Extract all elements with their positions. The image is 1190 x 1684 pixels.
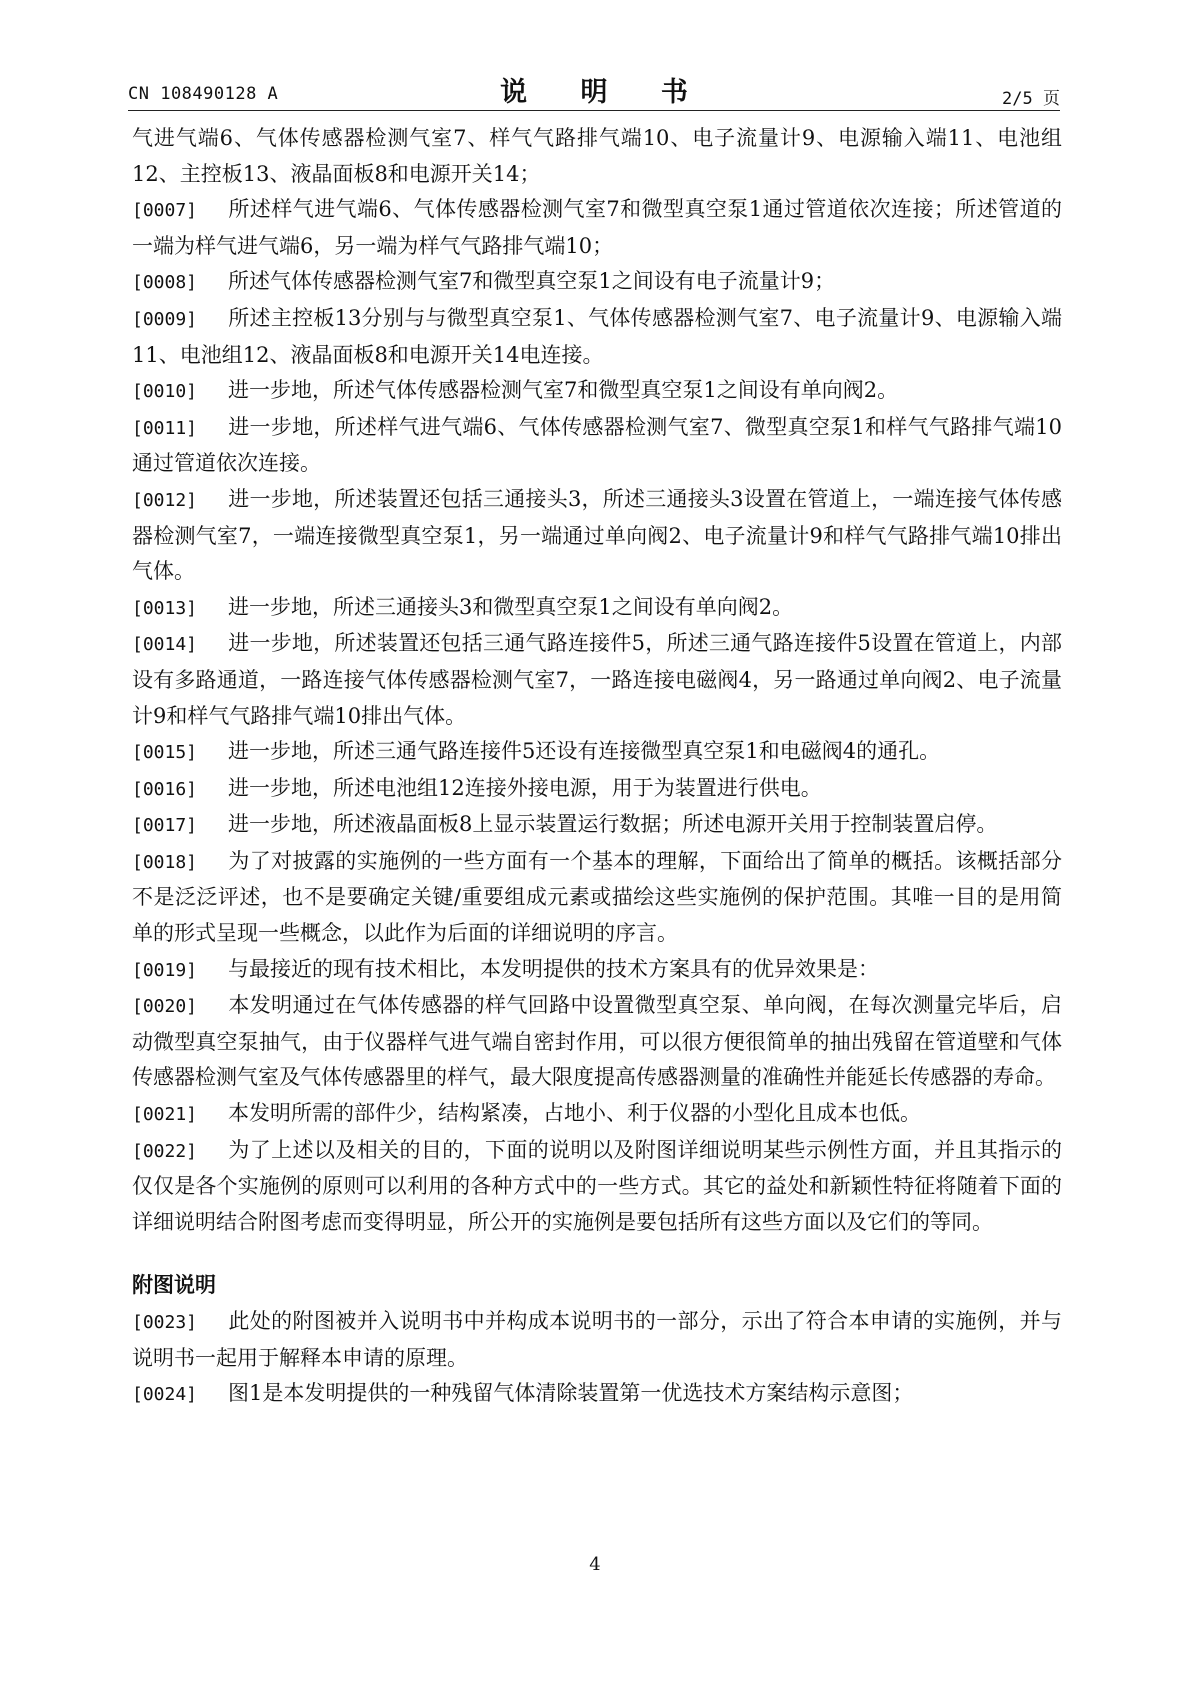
paragraph-text: 本发明所需的部件少，结构紧凑，占地小、利于仪器的小型化且成本也低。 [228, 1101, 921, 1126]
paragraph-text: 进一步地，所述三通接头3和微型真空泵1之间设有单向阀2。 [228, 594, 794, 619]
paragraph-text: 与最接近的现有技术相比，本发明提供的技术方案具有的优异效果是： [228, 956, 879, 981]
paragraph [132, 373, 1062, 410]
paragraph [132, 988, 1062, 1096]
paragraph [132, 771, 1062, 808]
paragraph-number: [0019] [132, 959, 198, 981]
paragraph-text: 所述主控板13分别与与微型真空泵1、气体传感器检测气室7、电子流量计9、电源输入端11、电池组12、液晶面板8和电源开关14电连接。 [132, 305, 1062, 367]
paragraph [132, 264, 1062, 301]
paragraph [132, 952, 1062, 989]
header-divider [128, 110, 1060, 111]
page-header [128, 70, 1060, 110]
paragraph-number: [0013] [132, 597, 198, 619]
paragraph [132, 1376, 1062, 1413]
paragraph [132, 410, 1062, 482]
paragraph-text: 进一步地，所述样气进气端6、气体传感器检测气室7、微型真空泵1和样气气路排气端10通过管道依次连接。 [132, 414, 1062, 476]
paragraph-number: [0011] [132, 417, 198, 439]
paragraph-number: [0024] [132, 1384, 198, 1406]
paragraph-text: 所述样气进气端6、气体传感器检测气室7和微型真空泵1通过管道依次连接；所述管道的一端为样气进气端6，另一端为样气气路排气端10； [132, 197, 1062, 258]
paragraph [132, 1304, 1062, 1376]
paragraph-number: [0009] [132, 308, 198, 330]
section-heading: 附图说明 [132, 1273, 216, 1298]
paragraph [132, 807, 1062, 844]
paragraph-text: 进一步地，所述电池组12连接外接电源，用于为装置进行供电。 [228, 775, 822, 800]
paragraph-list-figures [132, 1304, 1062, 1413]
paragraph-number: [0018] [132, 851, 198, 873]
paragraph-number: [0010] [132, 381, 198, 403]
paragraph-text: 所述气体传感器检测气室7和微型真空泵1之间设有电子流量计9； [228, 269, 836, 294]
paragraph-text: 进一步地，所述装置还包括三通气路连接件5，所述三通气路连接件5设置在管道上，内部设有多路通道，一路连接气体传感器检测气室7，一路连接电磁阀4，另一路通过单向阀2、电子流量计9和样气气路排气端10排出气体。 [132, 631, 1062, 728]
paragraph-number: [0022] [132, 1140, 198, 1162]
page-indicator: 2/5 页 [1002, 89, 1060, 109]
paragraph-number: [0012] [132, 489, 198, 511]
paragraph-number: [0015] [132, 742, 198, 764]
paragraph-number: [0007] [132, 200, 198, 222]
paragraph-text: 进一步地，所述液晶面板8上显示装置运行数据；所述电源开关用于控制装置启停。 [228, 812, 998, 837]
paragraph-number: [0016] [132, 778, 198, 800]
paragraph-text: 为了上述以及相关的目的，下面的说明以及附图详细说明某些示例性方面，并且其指示的仅仅是各个实施例的原则可以利用的各种方式中的一些方式。其它的益处和新颖性特征将随着下面的详细说明结合附图考虑而变得明显，所公开的实施例是要包括所有这些方面以及它们的等同。 [132, 1137, 1062, 1234]
paragraph-list [132, 192, 1062, 1240]
paragraph-text: 此处的附图被并入说明书中并构成本说明书的一部分，示出了符合本申请的实施例，并与说明书一起用于解释本申请的原理。 [132, 1309, 1062, 1370]
paragraph-number: [0023] [132, 1312, 198, 1333]
paragraph-text: 进一步地，所述气体传感器检测气室7和微型真空泵1之间设有单向阀2。 [228, 378, 899, 403]
page-number: 4 [589, 1554, 601, 1575]
paragraph [132, 192, 1062, 264]
paragraph-text: 为了对披露的实施例的一些方面有一个基本的理解，下面给出了简单的概括。该概括部分不是泛泛评述，也不是要确定关键/重要组成元素或描绘这些实施例的保护范围。其唯一目的是用简单的形式呈现一些概念，以此作为后面的详细说明的序言。 [132, 848, 1062, 946]
document-title: 说 明 书 [500, 77, 710, 108]
document-body [132, 121, 1062, 1413]
paragraph [132, 301, 1062, 373]
paragraph [132, 844, 1062, 952]
publication-number: CN 108490128 A [128, 84, 279, 104]
paragraph-text: 本发明通过在气体传感器的样气回路中设置微型真空泵、单向阀，在每次测量完毕后，启动微型真空泵抽气，由于仪器样气进气端自密封作用，可以很方便很简单的抽出残留在管道壁和气体传感器检测气室及气体传感器里的样气，最大限度提高传感器测量的准确性并能延长传感器的寿命。 [132, 993, 1062, 1090]
paragraph [132, 590, 1062, 627]
paragraph [132, 626, 1062, 734]
continued-paragraph: 气进气端6、气体传感器检测气室7、样气气路排气端10、电子流量计9、电源输入端11、电池组12、主控板13、液晶面板8和电源开关14； [132, 126, 1062, 186]
paragraph [132, 734, 1062, 771]
paragraph-number: [0008] [132, 272, 198, 294]
paragraph-text: 进一步地，所述装置还包括三通接头3，所述三通接头3设置在管道上，一端连接气体传感器检测气室7，一端连接微型真空泵1，另一端通过单向阀2、电子流量计9和样气气路排气端10排出气体。 [132, 486, 1062, 584]
paragraph-number: [0014] [132, 634, 198, 656]
paragraph [132, 482, 1062, 590]
paragraph-number: [0017] [132, 815, 198, 837]
paragraph [132, 1133, 1062, 1241]
paragraph-number: [0021] [132, 1104, 198, 1126]
paragraph-text: 图1是本发明提供的一种残留气体清除装置第一优选技术方案结构示意图； [228, 1381, 914, 1406]
paragraph-text: 进一步地，所述三通气路连接件5还设有连接微型真空泵1和电磁阀4的通孔。 [228, 739, 941, 764]
paragraph [132, 1096, 1062, 1133]
paragraph-number: [0020] [132, 996, 198, 1018]
